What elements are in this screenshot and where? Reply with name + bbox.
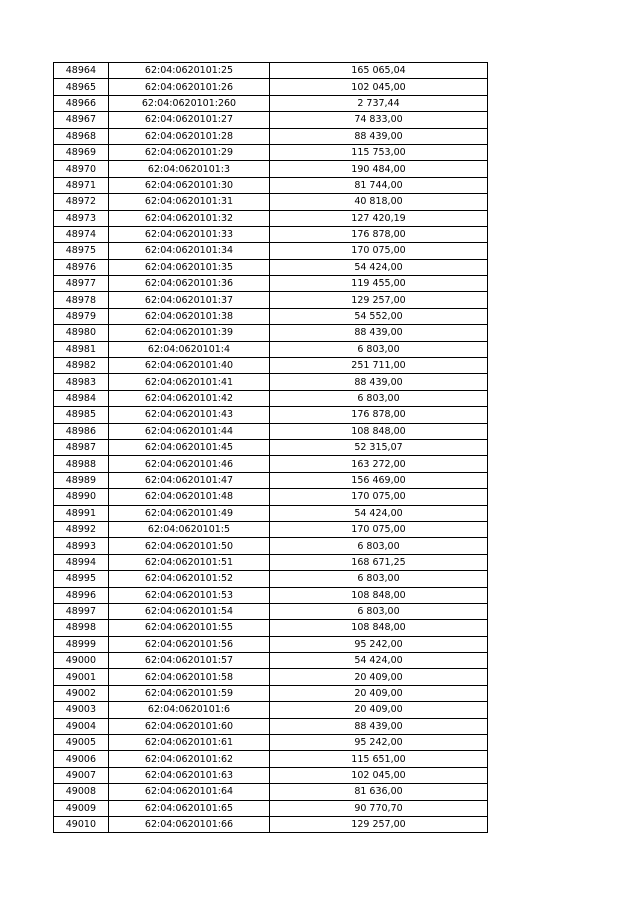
cadastral-value-cell: 52 315,07 xyxy=(270,439,488,455)
cadastral-value-cell: 74 833,00 xyxy=(270,112,488,128)
row-number-cell: 48970 xyxy=(54,161,109,177)
row-number-cell: 48984 xyxy=(54,390,109,406)
cadastral-number-cell: 62:04:0620101:30 xyxy=(109,177,270,193)
cadastral-value-cell: 170 075,00 xyxy=(270,521,488,537)
table-row xyxy=(54,325,488,341)
row-number-cell: 48988 xyxy=(54,456,109,472)
row-number-cell: 48992 xyxy=(54,521,109,537)
row-number-cell: 49004 xyxy=(54,718,109,734)
table-row xyxy=(54,456,488,472)
cadastral-value-cell: 176 878,00 xyxy=(270,407,488,423)
row-number-cell: 49008 xyxy=(54,784,109,800)
cadastral-value-cell: 88 439,00 xyxy=(270,325,488,341)
table-row xyxy=(54,472,488,488)
cadastral-value-cell: 95 242,00 xyxy=(270,636,488,652)
cadastral-number-cell: 62:04:0620101:66 xyxy=(109,816,270,832)
cadastral-number-cell: 62:04:0620101:29 xyxy=(109,144,270,160)
cadastral-value-cell: 168 671,25 xyxy=(270,554,488,570)
cadastral-number-cell: 62:04:0620101:57 xyxy=(109,653,270,669)
cadastral-value-cell: 20 409,00 xyxy=(270,685,488,701)
cadastral-value-cell: 88 439,00 xyxy=(270,128,488,144)
table-row xyxy=(54,767,488,783)
table-row xyxy=(54,243,488,259)
cadastral-number-cell: 62:04:0620101:41 xyxy=(109,374,270,390)
cadastral-number-cell: 62:04:0620101:6 xyxy=(109,702,270,718)
cadastral-number-cell: 62:04:0620101:61 xyxy=(109,735,270,751)
table-row xyxy=(54,554,488,570)
cadastral-value-cell: 170 075,00 xyxy=(270,243,488,259)
cadastral-number-cell: 62:04:0620101:40 xyxy=(109,358,270,374)
cadastral-value-cell: 6 803,00 xyxy=(270,603,488,619)
cadastral-number-cell: 62:04:0620101:54 xyxy=(109,603,270,619)
table-row xyxy=(54,407,488,423)
row-number-cell: 49003 xyxy=(54,702,109,718)
table-row xyxy=(54,79,488,95)
row-number-cell: 48974 xyxy=(54,226,109,242)
cadastral-number-cell: 62:04:0620101:42 xyxy=(109,390,270,406)
cadastral-number-cell: 62:04:0620101:38 xyxy=(109,308,270,324)
row-number-cell: 48964 xyxy=(54,63,109,79)
cadastral-number-cell: 62:04:0620101:63 xyxy=(109,767,270,783)
cadastral-value-cell: 108 848,00 xyxy=(270,587,488,603)
cadastral-value-cell: 129 257,00 xyxy=(270,292,488,308)
cadastral-value-cell: 108 848,00 xyxy=(270,620,488,636)
cadastral-number-cell: 62:04:0620101:36 xyxy=(109,276,270,292)
cadastral-number-cell: 62:04:0620101:52 xyxy=(109,571,270,587)
table-row xyxy=(54,144,488,160)
table-row xyxy=(54,210,488,226)
cadastral-number-cell: 62:04:0620101:50 xyxy=(109,538,270,554)
cadastral-number-cell: 62:04:0620101:26 xyxy=(109,79,270,95)
row-number-cell: 48982 xyxy=(54,358,109,374)
table-body xyxy=(54,63,488,833)
table-row xyxy=(54,653,488,669)
cadastral-number-cell: 62:04:0620101:47 xyxy=(109,472,270,488)
table-row xyxy=(54,603,488,619)
cadastral-value-cell: 54 424,00 xyxy=(270,505,488,521)
table-row xyxy=(54,161,488,177)
row-number-cell: 48975 xyxy=(54,243,109,259)
cadastral-value-cell: 156 469,00 xyxy=(270,472,488,488)
cadastral-number-cell: 62:04:0620101:3 xyxy=(109,161,270,177)
row-number-cell: 48967 xyxy=(54,112,109,128)
table-row xyxy=(54,669,488,685)
cadastral-value-cell: 90 770,70 xyxy=(270,800,488,816)
cadastral-number-cell: 62:04:0620101:65 xyxy=(109,800,270,816)
table-row xyxy=(54,587,488,603)
table-row xyxy=(54,636,488,652)
cadastral-number-cell: 62:04:0620101:31 xyxy=(109,194,270,210)
cadastral-number-cell: 62:04:0620101:44 xyxy=(109,423,270,439)
table-row xyxy=(54,521,488,537)
cadastral-value-cell: 88 439,00 xyxy=(270,718,488,734)
table-row xyxy=(54,423,488,439)
cadastral-number-cell: 62:04:0620101:53 xyxy=(109,587,270,603)
table-row xyxy=(54,374,488,390)
cadastral-value-cell: 88 439,00 xyxy=(270,374,488,390)
table-row xyxy=(54,538,488,554)
cadastral-value-cell: 102 045,00 xyxy=(270,767,488,783)
cadastral-number-cell: 62:04:0620101:45 xyxy=(109,439,270,455)
cadastral-value-cell: 119 455,00 xyxy=(270,276,488,292)
cadastral-value-cell: 6 803,00 xyxy=(270,341,488,357)
row-number-cell: 48977 xyxy=(54,276,109,292)
cadastral-number-cell: 62:04:0620101:33 xyxy=(109,226,270,242)
cadastral-number-cell: 62:04:0620101:4 xyxy=(109,341,270,357)
cadastral-value-cell: 108 848,00 xyxy=(270,423,488,439)
cadastral-value-cell: 127 420,19 xyxy=(270,210,488,226)
row-number-cell: 49009 xyxy=(54,800,109,816)
table-row xyxy=(54,390,488,406)
row-number-cell: 48993 xyxy=(54,538,109,554)
cadastral-number-cell: 62:04:0620101:28 xyxy=(109,128,270,144)
cadastral-value-cell: 165 065,04 xyxy=(270,63,488,79)
row-number-cell: 49000 xyxy=(54,653,109,669)
cadastral-value-cell: 6 803,00 xyxy=(270,390,488,406)
cadastral-value-cell: 251 711,00 xyxy=(270,358,488,374)
row-number-cell: 48971 xyxy=(54,177,109,193)
cadastral-number-cell: 62:04:0620101:39 xyxy=(109,325,270,341)
row-number-cell: 48972 xyxy=(54,194,109,210)
table-row xyxy=(54,489,488,505)
row-number-cell: 48996 xyxy=(54,587,109,603)
row-number-cell: 49001 xyxy=(54,669,109,685)
cadastral-value-cell: 40 818,00 xyxy=(270,194,488,210)
cadastral-value-cell: 6 803,00 xyxy=(270,538,488,554)
row-number-cell: 48978 xyxy=(54,292,109,308)
row-number-cell: 48980 xyxy=(54,325,109,341)
cadastral-number-cell: 62:04:0620101:46 xyxy=(109,456,270,472)
cadastral-number-cell: 62:04:0620101:25 xyxy=(109,63,270,79)
row-number-cell: 48968 xyxy=(54,128,109,144)
cadastral-value-cell: 81 744,00 xyxy=(270,177,488,193)
cadastral-number-cell: 62:04:0620101:35 xyxy=(109,259,270,275)
row-number-cell: 48985 xyxy=(54,407,109,423)
cadastral-value-cell: 163 272,00 xyxy=(270,456,488,472)
row-number-cell: 48981 xyxy=(54,341,109,357)
cadastral-number-cell: 62:04:0620101:34 xyxy=(109,243,270,259)
row-number-cell: 48990 xyxy=(54,489,109,505)
table-row xyxy=(54,735,488,751)
row-number-cell: 49007 xyxy=(54,767,109,783)
table-row xyxy=(54,620,488,636)
row-number-cell: 48976 xyxy=(54,259,109,275)
row-number-cell: 48969 xyxy=(54,144,109,160)
table-row xyxy=(54,95,488,111)
row-number-cell: 48998 xyxy=(54,620,109,636)
cadastral-number-cell: 62:04:0620101:260 xyxy=(109,95,270,111)
cadastral-value-cell: 170 075,00 xyxy=(270,489,488,505)
cadastral-value-cell: 115 753,00 xyxy=(270,144,488,160)
row-number-cell: 48986 xyxy=(54,423,109,439)
table-row xyxy=(54,112,488,128)
table-row xyxy=(54,292,488,308)
cadastral-value-cell: 54 424,00 xyxy=(270,653,488,669)
row-number-cell: 48989 xyxy=(54,472,109,488)
table-row xyxy=(54,702,488,718)
cadastral-value-cell: 6 803,00 xyxy=(270,571,488,587)
cadastral-number-cell: 62:04:0620101:27 xyxy=(109,112,270,128)
cadastral-number-cell: 62:04:0620101:58 xyxy=(109,669,270,685)
cadastral-number-cell: 62:04:0620101:60 xyxy=(109,718,270,734)
row-number-cell: 48987 xyxy=(54,439,109,455)
table-row xyxy=(54,226,488,242)
row-number-cell: 48991 xyxy=(54,505,109,521)
row-number-cell: 48983 xyxy=(54,374,109,390)
cadastral-value-cell: 190 484,00 xyxy=(270,161,488,177)
row-number-cell: 48966 xyxy=(54,95,109,111)
row-number-cell: 49002 xyxy=(54,685,109,701)
cadastral-value-cell: 20 409,00 xyxy=(270,702,488,718)
cadastral-value-cell: 54 424,00 xyxy=(270,259,488,275)
cadastral-value-cell: 54 552,00 xyxy=(270,308,488,324)
cadastral-number-cell: 62:04:0620101:51 xyxy=(109,554,270,570)
row-number-cell: 49006 xyxy=(54,751,109,767)
cadastral-value-cell: 129 257,00 xyxy=(270,816,488,832)
table-row xyxy=(54,718,488,734)
cadastral-number-cell: 62:04:0620101:5 xyxy=(109,521,270,537)
table-row xyxy=(54,571,488,587)
table-row xyxy=(54,341,488,357)
table-row xyxy=(54,276,488,292)
table-row xyxy=(54,259,488,275)
row-number-cell: 48973 xyxy=(54,210,109,226)
cadastral-value-cell: 176 878,00 xyxy=(270,226,488,242)
cadastral-value-cell: 2 737,44 xyxy=(270,95,488,111)
cadastral-number-cell: 62:04:0620101:48 xyxy=(109,489,270,505)
cadastral-value-cell: 102 045,00 xyxy=(270,79,488,95)
row-number-cell: 48999 xyxy=(54,636,109,652)
table-row xyxy=(54,800,488,816)
table-row xyxy=(54,308,488,324)
cadastral-value-table xyxy=(53,62,488,833)
table-row xyxy=(54,784,488,800)
table-row xyxy=(54,505,488,521)
table-row xyxy=(54,439,488,455)
cadastral-number-cell: 62:04:0620101:37 xyxy=(109,292,270,308)
table-row xyxy=(54,816,488,832)
row-number-cell: 48997 xyxy=(54,603,109,619)
row-number-cell: 49010 xyxy=(54,816,109,832)
cadastral-number-cell: 62:04:0620101:55 xyxy=(109,620,270,636)
table-row xyxy=(54,194,488,210)
row-number-cell: 49005 xyxy=(54,735,109,751)
cadastral-number-cell: 62:04:0620101:64 xyxy=(109,784,270,800)
cadastral-value-cell: 81 636,00 xyxy=(270,784,488,800)
cadastral-number-cell: 62:04:0620101:62 xyxy=(109,751,270,767)
table-row xyxy=(54,358,488,374)
cadastral-value-cell: 20 409,00 xyxy=(270,669,488,685)
cadastral-number-cell: 62:04:0620101:49 xyxy=(109,505,270,521)
table-row xyxy=(54,685,488,701)
row-number-cell: 48965 xyxy=(54,79,109,95)
table-row xyxy=(54,751,488,767)
row-number-cell: 48979 xyxy=(54,308,109,324)
cadastral-number-cell: 62:04:0620101:43 xyxy=(109,407,270,423)
row-number-cell: 48994 xyxy=(54,554,109,570)
cadastral-value-cell: 95 242,00 xyxy=(270,735,488,751)
cadastral-number-cell: 62:04:0620101:32 xyxy=(109,210,270,226)
cadastral-number-cell: 62:04:0620101:59 xyxy=(109,685,270,701)
cadastral-value-cell: 115 651,00 xyxy=(270,751,488,767)
table-row xyxy=(54,128,488,144)
row-number-cell: 48995 xyxy=(54,571,109,587)
cadastral-number-cell: 62:04:0620101:56 xyxy=(109,636,270,652)
table-row xyxy=(54,177,488,193)
table-row xyxy=(54,63,488,79)
